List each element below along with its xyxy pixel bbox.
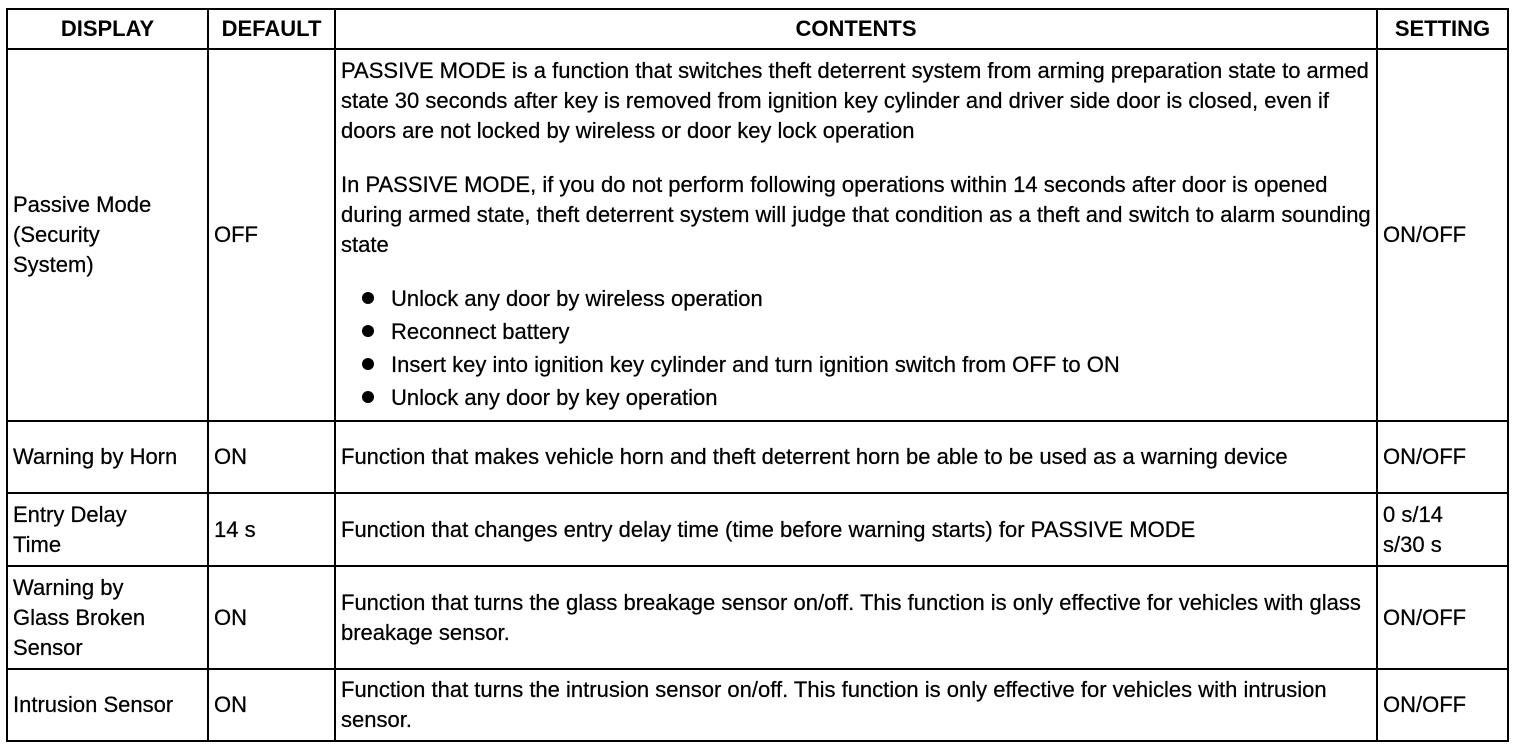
display-cell: Entry Delay Time: [7, 493, 208, 566]
header-setting: SETTING: [1377, 9, 1508, 49]
default-cell: ON: [208, 566, 335, 669]
table-row: [7, 669, 1508, 741]
default-cell: OFF: [208, 49, 335, 421]
contents-cell: Function that turns the intrusion sensor on/off. This function is only effective for vehicles with intrusion sensor.: [335, 669, 1377, 741]
header-display: DISPLAY: [7, 9, 208, 49]
display-cell: Warning by Horn: [7, 421, 208, 493]
display-cell: Warning by Glass Broken Sensor: [7, 566, 208, 669]
security-settings-table: [6, 8, 1509, 742]
operation-list: [341, 282, 1371, 414]
list-item: Unlock any door by wireless operation: [341, 282, 1371, 315]
setting-cell: ON/OFF: [1377, 669, 1508, 741]
contents-paragraph: In PASSIVE MODE, if you do not perform following operations within 14 seconds after door is opened during armed state, theft deterrent system will judge that condition as a theft and switch to alarm sounding state: [341, 172, 1371, 257]
default-cell: ON: [208, 421, 335, 493]
table-row: [7, 49, 1508, 421]
setting-cell: ON/OFF: [1377, 566, 1508, 669]
table-row: [7, 493, 1508, 566]
display-cell: Intrusion Sensor: [7, 669, 208, 741]
default-cell: 14 s: [208, 493, 335, 566]
table-row: [7, 421, 1508, 493]
contents-cell: [335, 49, 1377, 421]
setting-cell: ON/OFF: [1377, 421, 1508, 493]
setting-cell: ON/OFF: [1377, 49, 1508, 421]
list-item: Reconnect battery: [341, 315, 1371, 348]
header-contents: CONTENTS: [335, 9, 1377, 49]
table-row: [7, 566, 1508, 669]
contents-paragraph: PASSIVE MODE is a function that switches theft deterrent system from arming preparation state to armed state 30 seconds after key is removed from ignition key cylinder and driver side door is closed, even if doors are not locked by wireless or door key lock operation: [341, 58, 1369, 143]
default-cell: ON: [208, 669, 335, 741]
contents-cell: Function that changes entry delay time (time before warning starts) for PASSIVE MODE: [335, 493, 1377, 566]
setting-cell: 0 s/14 s/30 s: [1377, 493, 1508, 566]
header-row: [7, 9, 1508, 49]
contents-cell: Function that turns the glass breakage sensor on/off. This function is only effective for vehicles with glass breakage sensor.: [335, 566, 1377, 669]
header-default: DEFAULT: [208, 9, 335, 49]
list-item: Insert key into ignition key cylinder and turn ignition switch from OFF to ON: [341, 348, 1371, 381]
display-cell: Passive Mode (Security System): [7, 49, 208, 421]
contents-cell: Function that makes vehicle horn and theft deterrent horn be able to be used as a warning device: [335, 421, 1377, 493]
list-item: Unlock any door by key operation: [341, 381, 1371, 414]
